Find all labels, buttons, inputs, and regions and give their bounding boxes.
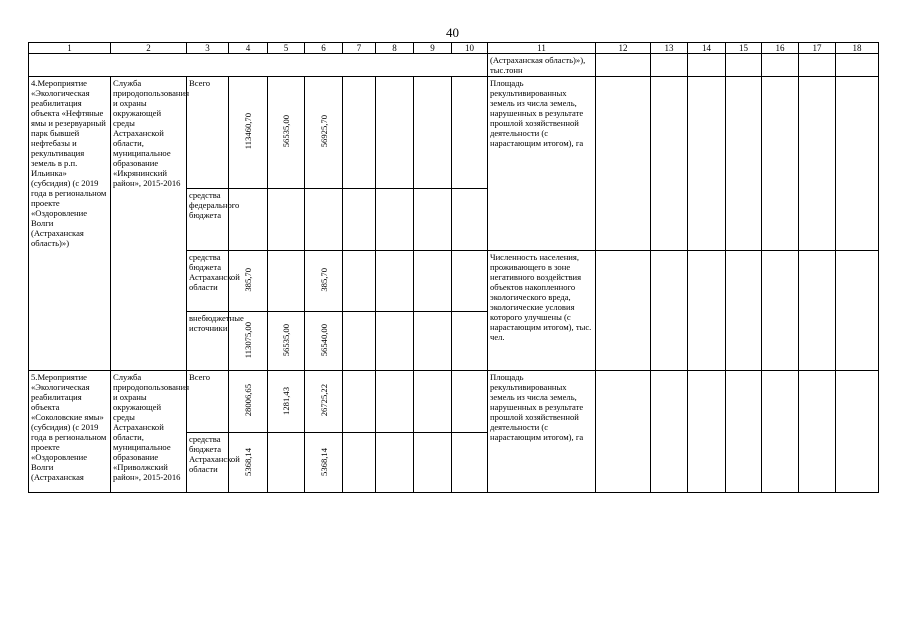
column-number: 11 <box>488 43 596 54</box>
column-number: 6 <box>305 43 343 54</box>
funding-source: Всего <box>187 371 229 433</box>
amount-total: 113075,00 <box>243 321 253 359</box>
column-number: 8 <box>376 43 414 54</box>
amount-2016: 56540,00 <box>318 323 329 357</box>
budget-table <box>28 42 879 493</box>
funding-source: средства бюджета Астраханской области <box>187 433 229 493</box>
funding-source: средства бюджета Астраханской области <box>187 251 229 312</box>
column-number: 15 <box>726 43 762 54</box>
column-number: 5 <box>268 43 305 54</box>
funding-source: средства федерального бюджета <box>187 189 229 251</box>
amount-2016: 385,70 <box>318 268 329 292</box>
indicator-text: Площадь рекультивированных земель из числа земель, нарушенных в результате прошлой хозяйственной деятельности (с нарастающим итогом), га <box>488 77 596 251</box>
amount-2015: 1281,43 <box>281 386 291 415</box>
continuation-row <box>29 54 879 77</box>
column-number: 4 <box>229 43 268 54</box>
column-number: 1 <box>29 43 111 54</box>
measure-name: 4.Мероприятие «Экологическая реабилитация объекта «Нефтяные ямы и резервуарный парк бывшей нефтебазы и рекультивация земель в р.п. Ильинка» (субсидия) (с 2019 года в региональном проекте «Оздоровление Волги (Астраханская область)») <box>29 77 111 371</box>
continuation-text: (Астраханская область)»), тыс.тонн <box>488 54 596 77</box>
amount-total: 5368,14 <box>243 447 253 476</box>
funding-source: внебюджетные источники <box>187 312 229 371</box>
measure-executor: Служба природопользования и охраны окружающей среды Астраханской области, муниципальное образование «Икрянинский район», 2015-2016 <box>111 77 187 371</box>
column-number: 17 <box>799 43 836 54</box>
table-row <box>29 77 879 189</box>
column-number: 16 <box>762 43 799 54</box>
amount-2016: 5368,14 <box>318 447 329 476</box>
page-number: 40 <box>446 25 459 40</box>
measure-name: 5.Мероприятие «Экологическая реабилитация объекта «Соколовские ямы» (субсидия) (с 2019 года в региональном проекте «Оздоровление Волги (Астраханская <box>29 371 111 493</box>
table-row <box>29 371 879 433</box>
amount-2016: 56925,70 <box>318 115 329 148</box>
indicator-text: Численность населения, проживающего в зоне негативного воздействия объектов накопленного экологического вреда, экологические условия которого улучшены (с нарастающим итогом), тыс. чел. <box>488 251 596 371</box>
funding-source: Всего <box>187 77 229 189</box>
amount-total: 385,70 <box>243 268 253 292</box>
column-number: 18 <box>836 43 879 54</box>
amount-total: 28006,65 <box>243 384 253 417</box>
column-number: 12 <box>596 43 651 54</box>
column-number: 13 <box>651 43 688 54</box>
indicator-text: Площадь рекультивированных земель из числа земель, нарушенных в результате прошлой хозяйственной деятельности (с нарастающим итогом), га <box>488 371 596 493</box>
column-number: 9 <box>414 43 452 54</box>
amount-total: 113460,70 <box>243 113 253 150</box>
column-number: 7 <box>343 43 376 54</box>
column-number: 2 <box>111 43 187 54</box>
measure-executor: Служба природопользования и охраны окружающей среды Астраханской области, муниципальное образование «Приволжский район», 2015-2016 <box>111 371 187 493</box>
column-number: 10 <box>452 43 488 54</box>
column-number: 3 <box>187 43 229 54</box>
amount-2015: 56535,00 <box>281 115 291 148</box>
column-number-row <box>29 43 879 54</box>
amount-2016: 26725,22 <box>318 384 329 417</box>
amount-2015: 56535,00 <box>281 323 291 357</box>
column-number: 14 <box>688 43 726 54</box>
